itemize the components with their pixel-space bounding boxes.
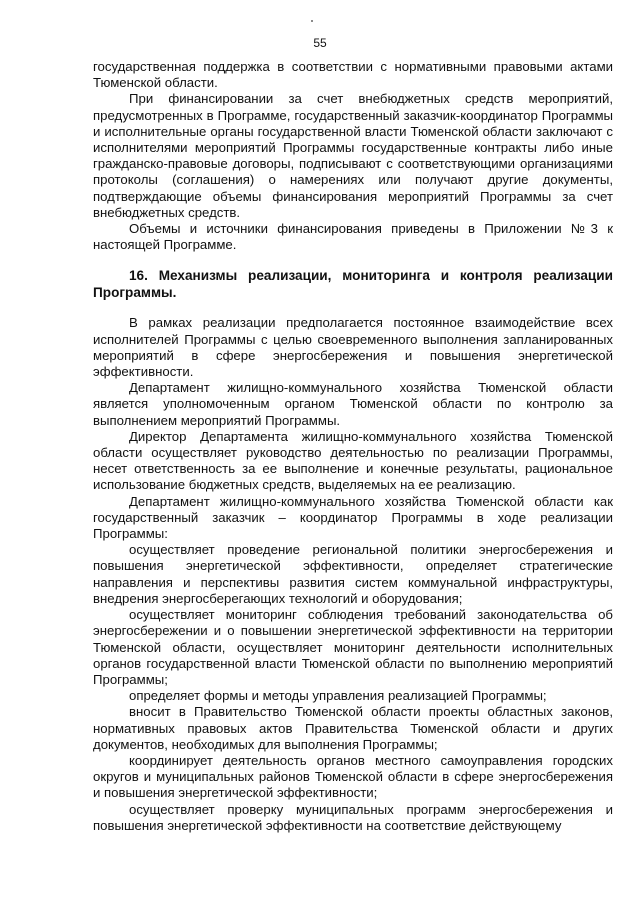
list-item-regional-policy: осуществляет проведение региональной политики энергосбережения и повышения энергетической эффективности, определяет стратегические направления и перспективы развития систем коммунальной инфраструктуры, внедрения энергосберегающих технологий и оборудования; [93,542,613,606]
list-item-coordination: координирует деятельность органов местного самоуправления городских округов и муниципальных районов Тюменской области в сфере энергосбережения и повышения энергетической эффективности; [93,752,613,801]
scan-speck [311,20,313,22]
page-number: 55 [313,36,327,50]
paragraph-financing-volumes: Объемы и источники финансирования приведены в Приложении №3 к настоящей Программе. [93,221,613,253]
section-heading: 16. Механизмы реализации, мониторинга и контроля реализации Программы. [93,268,613,301]
list-item-verification: осуществляет проверку муниципальных программ энергосбережения и повышения энергетической эффективности на соответствие действующему [93,801,613,833]
paragraph-director: Директор Департамента жилищно-коммунального хозяйства Тюменской области осуществляет руководство деятельностью по реализации Программы, несет ответственность за ее выполнение и конечные результаты, рациональное использование бюджетных средств, выделяемых на ее реализацию. [93,428,613,493]
list-item-management-forms: определяет формы и методы управления реализацией Программы; [129,688,547,704]
paragraph-coordinator: Департамент жилищно-коммунального хозяйства Тюменской области как государственный заказчик – координатор Программы в ходе реализации Программы: [93,493,613,542]
list-item-draft-laws: вносит в Правительство Тюменской области проекты областных законов, нормативных правовых актов Правительства Тюменской области и других документов, необходимых для выполнения Программы; [93,704,613,752]
paragraph-extrabudgetary-financing: При финансировании за счет внебюджетных средств мероприятий, предусмотренных в Программе, государственный заказчик-координатор Программы и исполнительные органы государственной власти Тюменской области заключают с исполнителями мероприятий Программы государственные контракты либо иные гражданско-правовые договоры, подписывают с соответствующими организациями протоколы (соглашения) о намерениях или получают другие документы, подтверждающие объемы финансирования мероприятий Программы за счет внебюджетных средств. [93,91,613,220]
paragraph-authorized-body: Департамент жилищно-коммунального хозяйства Тюменской области является уполномоченным органом Тюменской области по контролю за выполнением мероприятий Программы. [93,380,613,428]
list-item-monitoring: осуществляет мониторинг соблюдения требований законодательства об энергосбережении и о повышении энергетической эффективности на территории Тюменской области, осуществляет мониторинг деятельности исполнительных органов государственной власти Тюменской области по выполнению мероприятий Программы; [93,607,613,687]
page-content [93,59,613,834]
paragraph-interaction: В рамках реализации предполагается постоянное взаимодействие всех исполнителей Программы с целью своевременного выполнения запланированных мероприятий в сфере энергосбережения и повышения энергетической эффективности. [93,315,613,380]
paragraph-continuation: государственная поддержка в соответствии с нормативными правовыми актами Тюменской области. [93,59,613,91]
